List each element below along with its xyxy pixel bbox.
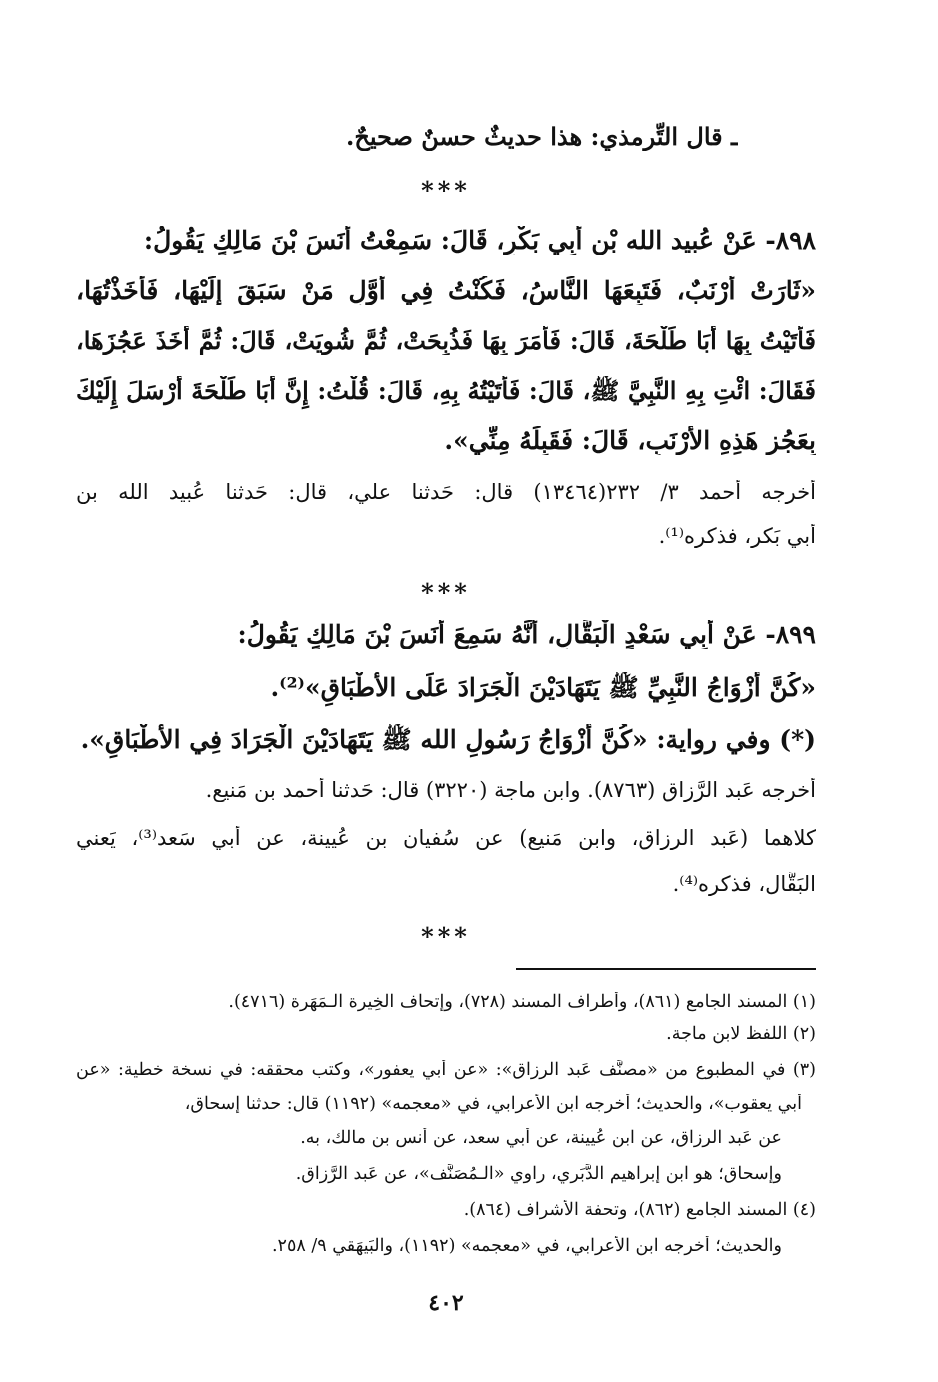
hadith-898-line-3: فَأَتَيْتُ بِهَا أَبَا طَلْحَةَ، قَالَ: فَأَمَرَ بِهَا فَذُبِحَتْ، ثُمَّ شُوِيَتْ، قَالَ: ثُمَّ أَخَذَ عَجُزَهَا، xyxy=(76,326,816,355)
footnote-1: (١) المسند الجامع (٨٦١)، وأطراف المسند (٧٢٨)، وإتحاف الخِيرة الـمَهَرة (٤٧١٦). xyxy=(228,992,816,1012)
tirmidhi-grading-note: ـ قال التِّرمذي: هذا حديثٌ حسنٌ صحيحٌ. xyxy=(345,122,738,151)
footnote-rule xyxy=(516,968,816,970)
hadith-898-line-5: بِعَجُزِ هَذِهِ الأَرْنَبِ، قَالَ: فَقَبِلَهُ مِنِّي». xyxy=(444,426,816,455)
section-separator: *** xyxy=(421,176,471,205)
footnote-4-line-1: (٤) المسند الجامع (٨٦٢)، وتحفة الأشراف (٨٦٤). xyxy=(463,1200,816,1220)
footnote-3-line-1: (٣) في المطبوع من «مصنَّف عَبد الرزاق»: «عن أَبي يعفور»، وكتب محققه: في نسخة خطية: «عن xyxy=(76,1060,816,1080)
hadith-898-takhrij-2: أَبي بَكر، فذكره⁽¹⁾. xyxy=(658,524,816,548)
footnote-2: (٢) اللفظ لابن ماجة. xyxy=(666,1024,816,1044)
footnote-3-line-4: وإِسحاق؛ هو ابن إبراهيم الدَّبَري، راوي «الـمُصَنَّف»، عن عَبد الرَّزاق. xyxy=(295,1164,782,1184)
page-number: ٤٠٢ xyxy=(428,1290,464,1316)
section-separator: *** xyxy=(421,922,471,951)
footnote-3-line-2: أَبي يعقوب»، والحديث؛ أخرجه ابن الأعرابي، في «معجمه» (١١٩٢) قال: حدثنا إِسحاق، xyxy=(184,1094,802,1114)
hadith-898-takhrij-1: أخرجه أحمد ٣/ ٢٣٢(١٣٤٦٤) قال: حَدثنا علي، قال: حَدثنا عُبيد الله بن xyxy=(76,480,816,504)
hadith-898-line-1: ٨٩٨- عَنْ عُبيد الله بْنِ أَبِي بَكْرٍ، قَالَ: سَمِعْتُ أَنَسَ بْنَ مَالِكٍ يَقُولُ: xyxy=(143,226,816,255)
hadith-898-line-4: فَقَالَ: ائْتِ بِهِ النَّبِيَّ ﷺ، قَالَ: فَأَتَيْتُهُ بِهِ، قَالَ: قُلْتُ: إِنَّ أَبَا طَلْحَةَ أَرْسَلَ إِلَيْكَ xyxy=(76,376,816,405)
hadith-899-takhrij-2: كلاهما (عَبد الرزاق، وابن مَنيع) عن سُفيان بن عُيينة، عن أَبي سَعد⁽³⁾، يَعني xyxy=(76,826,816,850)
hadith-899-line-1: ٨٩٩- عَنْ أَبِي سَعْدٍ الْبَقَّالِ، أَنَّهُ سَمِعَ أَنَسَ بْنَ مَالِكٍ يَقُولُ: xyxy=(237,620,816,649)
footnote-3-line-3: عن عَبد الرزاق، عن ابن عُيينة، عن أَبي سعد، عن أَنس بن مالك، به. xyxy=(300,1128,782,1148)
hadith-899-takhrij-1: أخرجه عَبد الرَّزاق (٨٧٦٣). وابن ماجة (٣٢٢٠) قال: حَدثنا أَحمد بن مَنيع. xyxy=(205,778,816,802)
hadith-899-line-2: «كُنَّ أَزْوَاجُ النَّبِيِّ ﷺ يَتَهَادَيْنَ الْجَرَادَ عَلَى الأَطْبَاقِ»⁽²⁾. xyxy=(270,673,816,702)
hadith-898-line-2: «ثَارَتْ أَرْنَبٌ، فَتَبِعَهَا النَّاسُ، فَكُنْتُ فِي أَوَّلِ مَنْ سَبَقَ إِلَيْهَا، فَأَخَذْتُهَا، xyxy=(76,276,816,305)
section-separator: *** xyxy=(421,578,471,607)
hadith-899-riwaya: (*) وفي رواية: «كُنَّ أَزْوَاجُ رَسُولِ الله ﷺ يَتَهَادَيْنَ الْجَرَادَ فِي الأَطْبَاقِ». xyxy=(80,725,816,754)
hadith-899-takhrij-3: البَقَّال، فذكره⁽⁴⁾. xyxy=(672,872,816,896)
book-page xyxy=(76,0,816,1382)
footnote-4-line-2: والحديث؛ أخرجه ابن الأعرابي، في «معجمه» (١١٩٢)، والبَيهَقي ٩/ ٢٥٨. xyxy=(271,1236,782,1256)
